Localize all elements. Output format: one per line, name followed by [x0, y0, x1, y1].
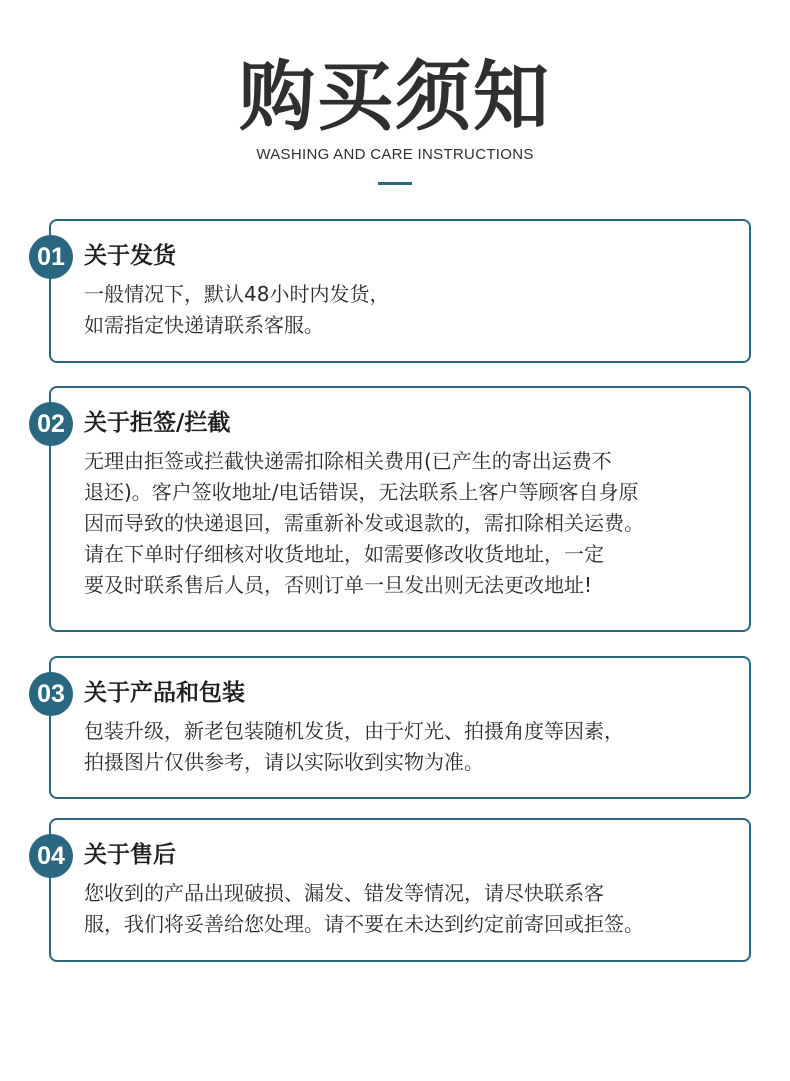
- title-divider: [378, 182, 412, 185]
- body-line: 一般情况下，默认48小时内发货，: [84, 282, 390, 306]
- section-number-badge: 02: [29, 402, 73, 446]
- section-number-badge: 03: [29, 672, 73, 716]
- body-line: 拍摄图片仅供参考，请以实际收到实物为准。: [84, 750, 484, 774]
- body-line: 无理由拒签或拦截快递需扣除相关费用(已产生的寄出运费不: [84, 449, 612, 473]
- page-subtitle: WASHING AND CARE INSTRUCTIONS: [256, 146, 534, 163]
- page-title: 购买须知: [239, 52, 551, 141]
- body-line: 因而导致的快递退回，需重新补发或退款的，需扣除相关运费。: [84, 511, 644, 535]
- body-line: 请在下单时仔细核对收货地址，如需要修改收货地址，一定: [84, 542, 604, 566]
- section-body: [84, 279, 744, 341]
- notice-card-shipping: [37, 219, 751, 363]
- section-body: [84, 878, 744, 940]
- section-number-badge: 04: [29, 834, 73, 878]
- body-line: 要及时联系售后人员，否则订单一旦发出则无法更改地址!: [84, 573, 593, 597]
- section-body: [84, 716, 744, 778]
- section-body: [84, 446, 744, 601]
- section-number-badge: 01: [29, 235, 73, 279]
- body-line: 服，我们将妥善给您处理。请不要在未达到约定前寄回或拒签。: [84, 912, 644, 936]
- body-line: 退还)。客户签收地址/电话错误，无法联系上客户等顾客自身原: [84, 480, 639, 504]
- section-title: 关于拒签/拦截: [84, 410, 231, 436]
- notice-card-refusal: [37, 386, 751, 632]
- body-line: 您收到的产品出现破损、漏发、错发等情况，请尽快联系客: [84, 881, 604, 905]
- section-title: 关于发货: [84, 243, 176, 269]
- notice-card-packaging: [37, 656, 751, 799]
- body-line: 如需指定快递请联系客服。: [84, 313, 324, 337]
- notice-card-after-sales: [37, 818, 751, 962]
- section-title: 关于售后: [84, 842, 176, 868]
- body-line: 包装升级，新老包装随机发货，由于灯光、拍摄角度等因素，: [84, 719, 624, 743]
- section-title: 关于产品和包装: [84, 680, 245, 706]
